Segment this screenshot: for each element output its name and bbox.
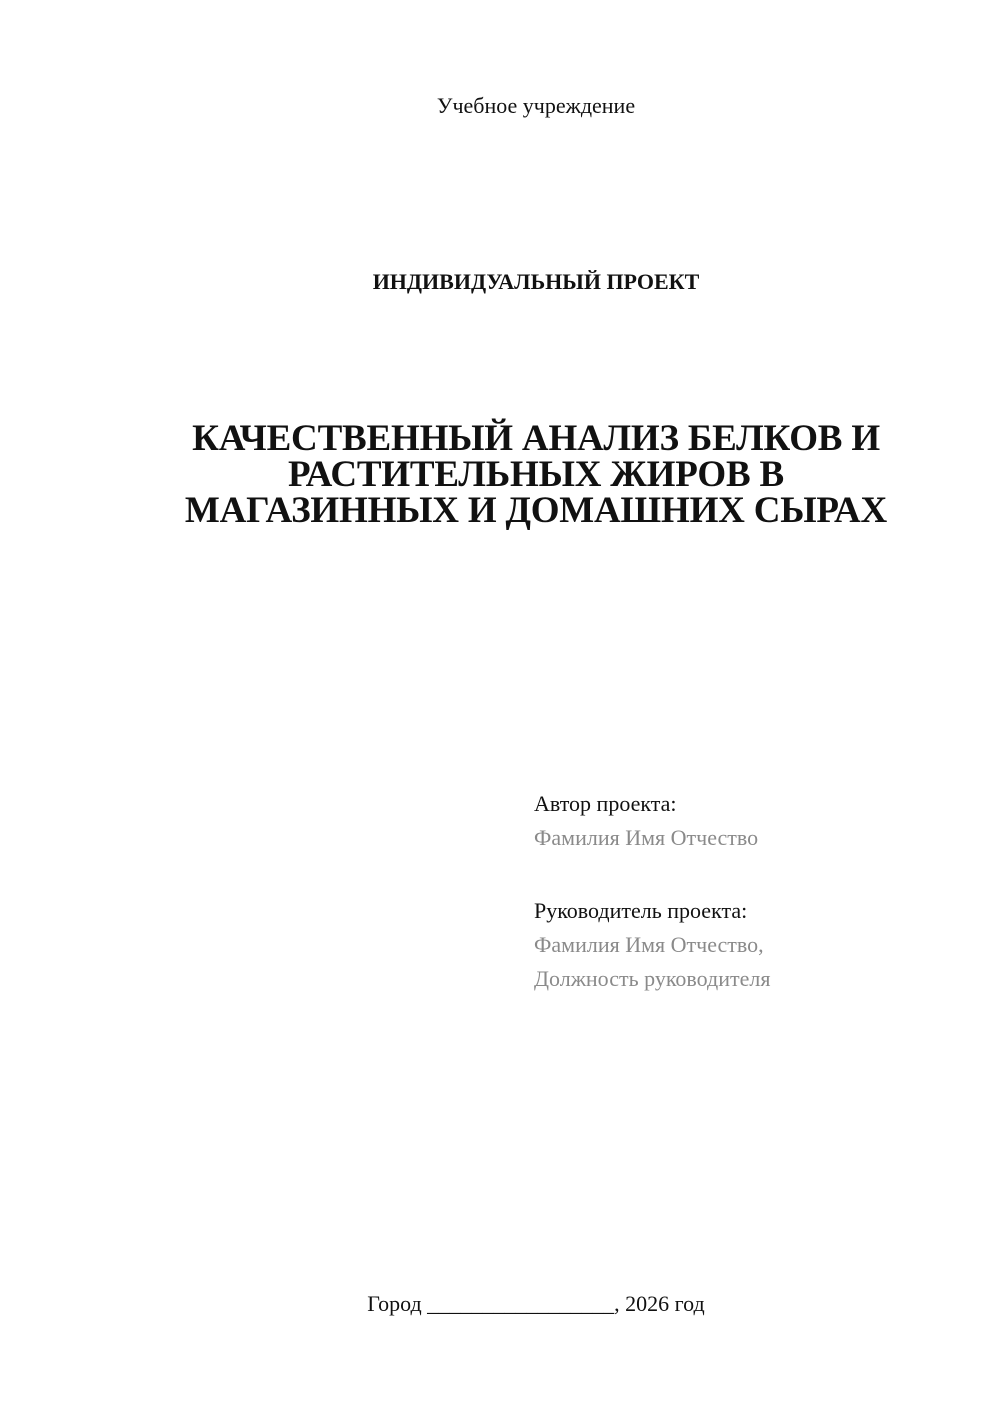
author-block (534, 787, 974, 855)
project-type-heading: ИНДИВИДУАЛЬНЫЙ ПРОЕКТ (372, 269, 700, 294)
author-name: Фамилия Имя Отчество (534, 825, 759, 850)
supervisor-block (534, 894, 974, 996)
project-title-line-2: РАСТИТЕЛЬНЫХ ЖИРОВ В (287, 454, 785, 495)
project-title-line-1: КАЧЕСТВЕННЫЙ АНАЛИЗ БЕЛКОВ И (192, 418, 880, 459)
supervisor-name: Фамилия Имя Отчество, (534, 932, 764, 957)
project-title-line-3: МАГАЗИННЫХ И ДОМАШНИХ СЫРАХ (184, 490, 888, 531)
author-label: Автор проекта: (534, 791, 677, 816)
project-title (150, 418, 922, 531)
institution-name: Учебное учреждение (436, 93, 636, 118)
city-year-line: Город _________________, 2026 год (367, 1291, 705, 1316)
supervisor-label: Руководитель проекта: (534, 898, 748, 923)
supervisor-position: Должность руководителя (534, 966, 771, 991)
